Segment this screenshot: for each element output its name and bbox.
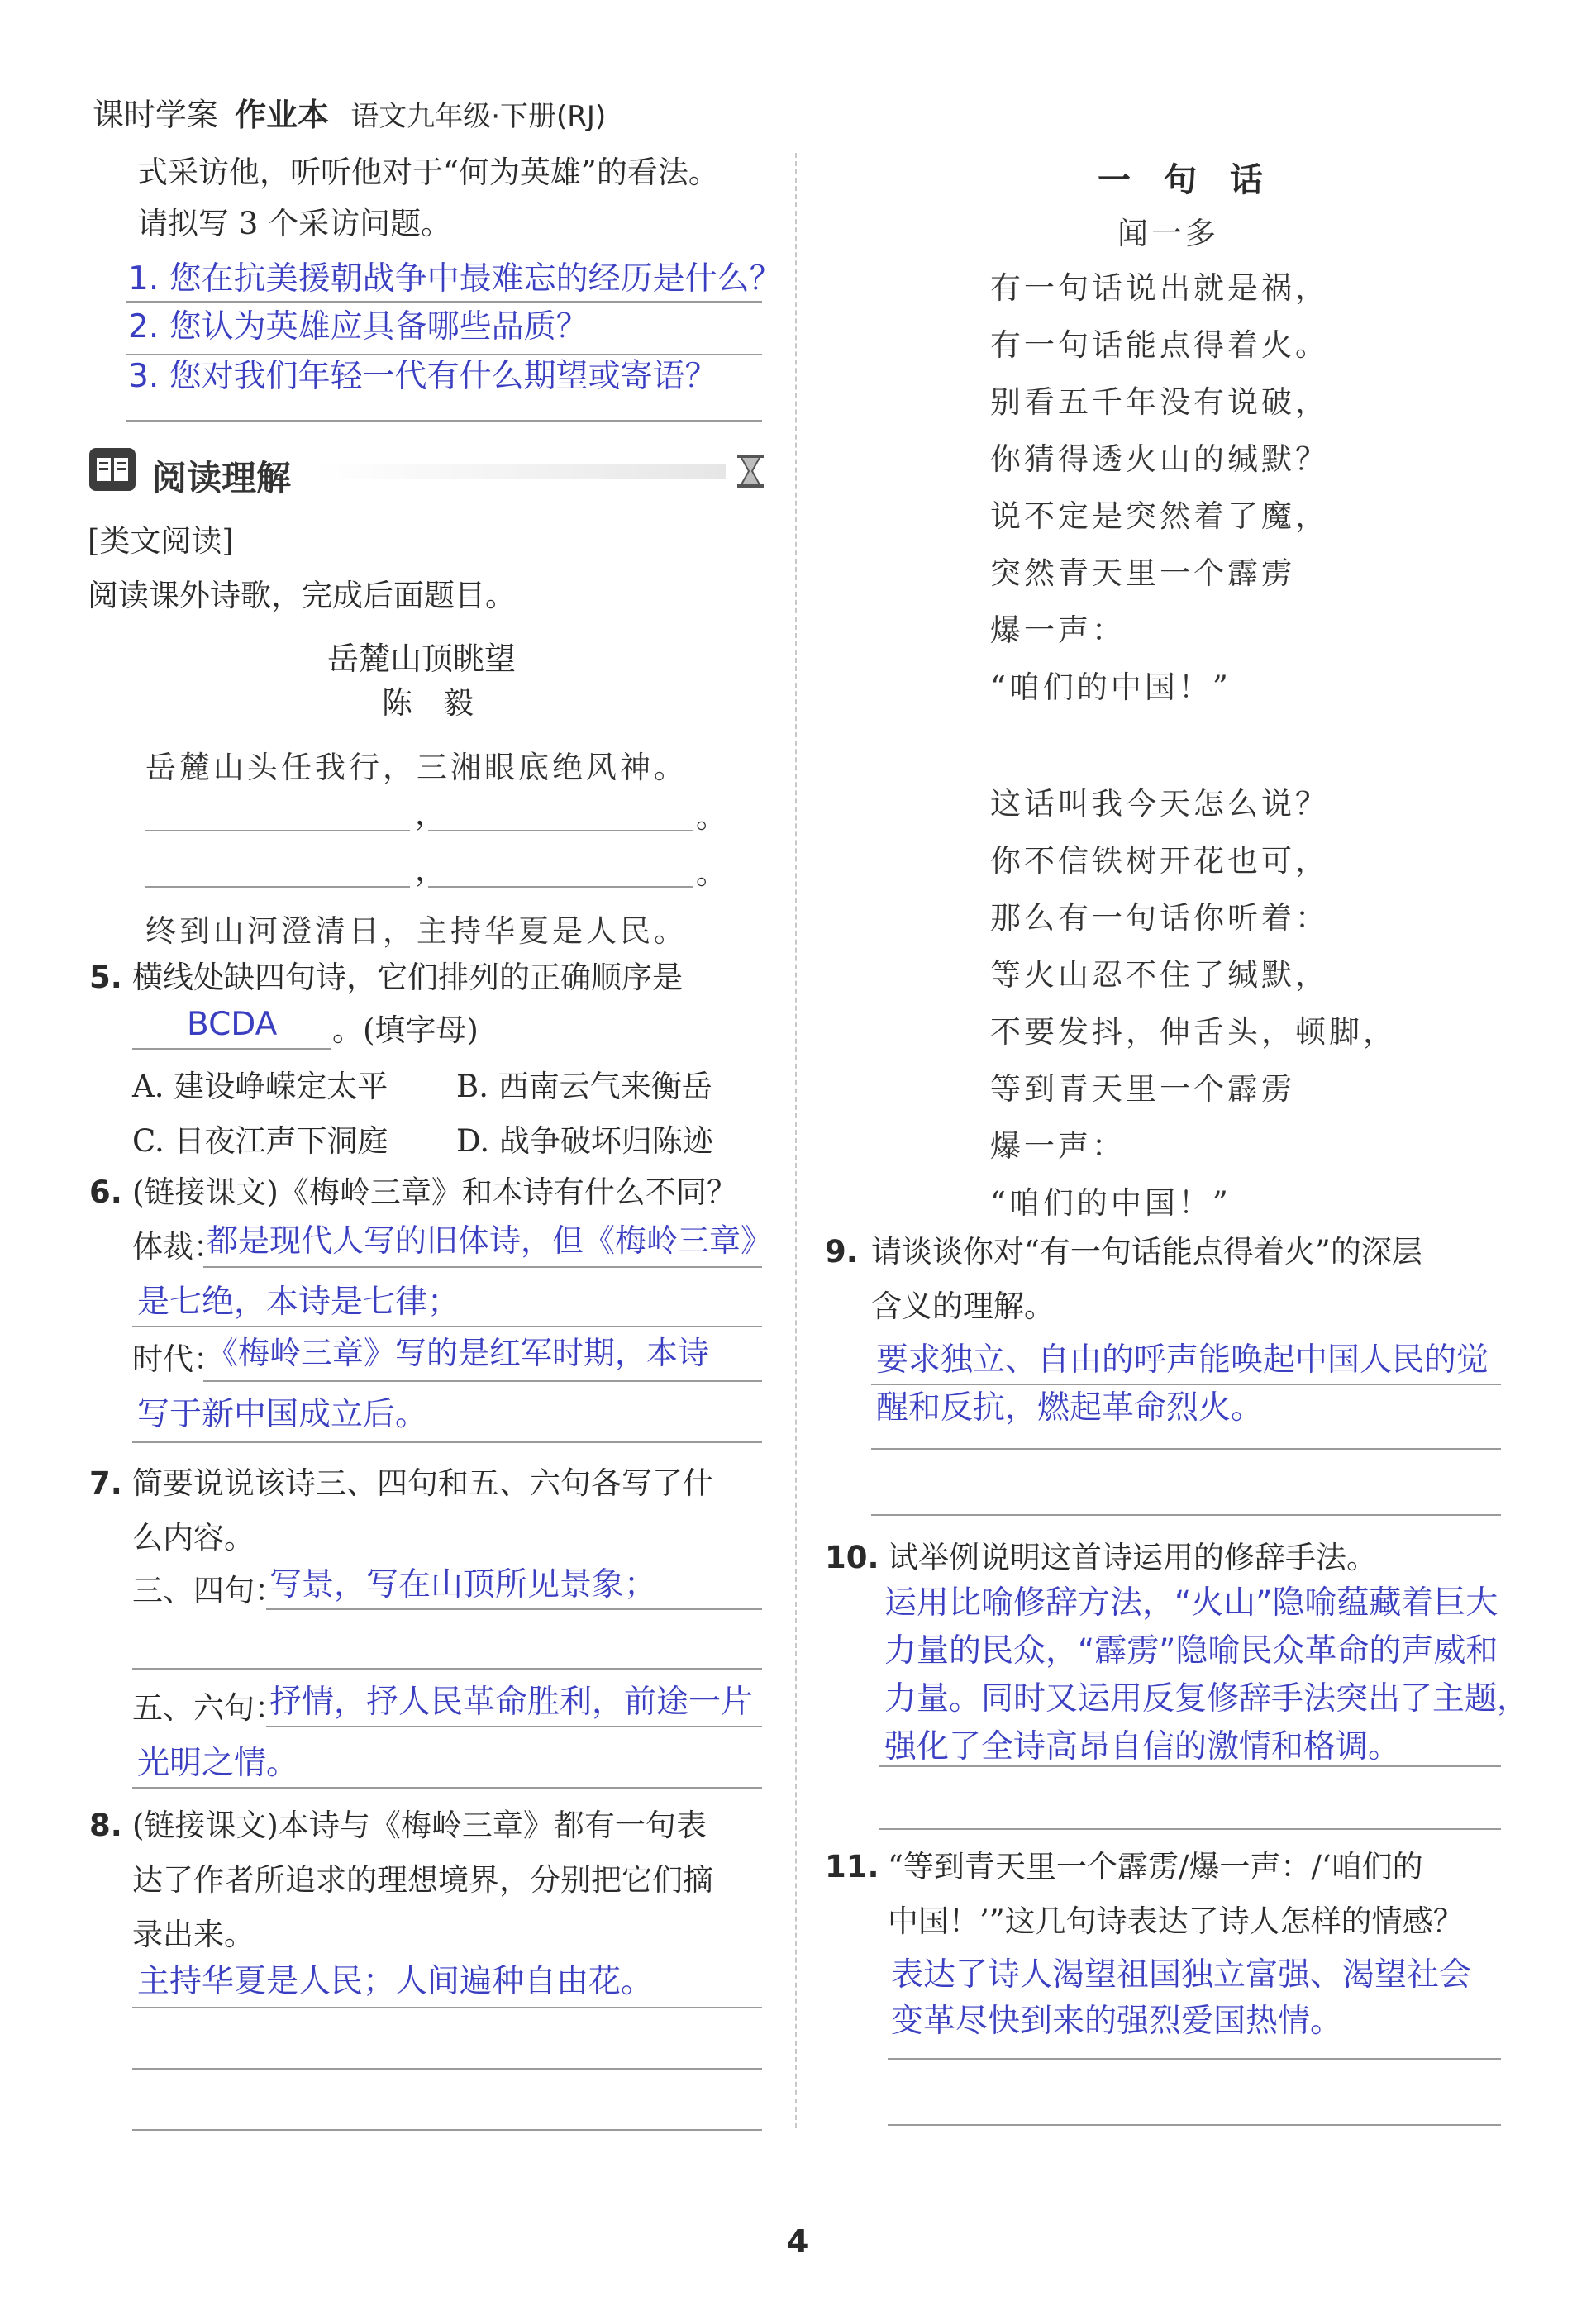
question-6-answer-2b: 写于新中国成立后。 bbox=[137, 1396, 428, 1433]
poem-line: 等火山忍不住了缄默， bbox=[990, 957, 1329, 993]
blank-comma: ， bbox=[415, 852, 445, 888]
poem-line: 爆一声： bbox=[990, 612, 1126, 648]
section-bar bbox=[312, 464, 726, 479]
section-heading bbox=[89, 445, 767, 498]
answer-line bbox=[266, 1608, 762, 1610]
question-10-answer-1: 运用比喻修辞方法，“火山”隐喻蕴藏着巨大 bbox=[884, 1584, 1498, 1622]
question-9-text: 请谈谈你对“有一句话能点得着火”的深层 bbox=[871, 1234, 1422, 1270]
poem-line: “咱们的中国！” bbox=[990, 1185, 1232, 1221]
poem-line: 你猜得透火山的缄默？ bbox=[990, 441, 1329, 477]
intro-line-1: 式采访他，听听他对于“何为英雄”的看法。 bbox=[137, 155, 719, 190]
question-11-text: “等到青天里一个霹雳/爆一声：/‘咱们的 bbox=[888, 1849, 1423, 1884]
poem-line: 那么有一句话你听着： bbox=[990, 900, 1329, 936]
answer-line bbox=[132, 2129, 762, 2131]
poem-line: 别看五千年没有说破， bbox=[990, 384, 1329, 420]
poem-line: 说不定是突然着了魔， bbox=[990, 498, 1329, 534]
answer-line bbox=[132, 1787, 762, 1789]
question-7-answer-1: 写景，写在山顶所见景象； bbox=[269, 1566, 657, 1603]
header-series: 课时学案 bbox=[93, 97, 219, 133]
question-5-text-2: 。(填字母) bbox=[332, 1012, 479, 1048]
question-11-answer-1: 表达了诗人渴望祖国独立富强、渴望社会 bbox=[891, 1956, 1472, 1994]
option-b: B. 西南云气来衡岳 bbox=[456, 1069, 712, 1104]
blank-period: 。 bbox=[696, 799, 727, 835]
question-6-text: (链接课文)《梅岭三章》和本诗有什么不同？ bbox=[132, 1174, 737, 1210]
poem-line: 突然青天里一个霹雳 bbox=[990, 555, 1295, 591]
intro-line-2: 请拟写 3 个采访问题。 bbox=[137, 206, 452, 241]
question-8-answer: 主持华夏是人民；人间遍种自由花。 bbox=[137, 1963, 654, 2000]
poem-blank bbox=[145, 886, 410, 888]
poem-line: 等到青天里一个霹雳 bbox=[990, 1071, 1295, 1107]
question-11-number: 11. bbox=[825, 1849, 879, 1884]
answer-line bbox=[203, 1266, 762, 1268]
option-c: C. 日夜江声下洞庭 bbox=[132, 1123, 388, 1159]
answer-line bbox=[203, 1380, 762, 1382]
question-7-number: 7. bbox=[89, 1465, 122, 1501]
question-7-answer-2a: 抒情，抒人民革命胜利，前途一片 bbox=[269, 1684, 754, 1721]
question-9-answer-2: 醒和反抗，燃起革命烈火。 bbox=[876, 1389, 1264, 1427]
poem-title-left: 岳麓山顶眺望 bbox=[327, 641, 517, 677]
answer-line bbox=[888, 2124, 1501, 2126]
poem-line: 有一句话说出就是祸， bbox=[990, 270, 1329, 306]
question-11-text-2: 中国！’”这几句诗表达了诗人怎样的情感？ bbox=[888, 1903, 1464, 1939]
book-icon bbox=[89, 448, 136, 491]
question-6-label-era: 时代： bbox=[132, 1341, 224, 1377]
question-10-number: 10. bbox=[825, 1540, 879, 1575]
question-10-answer-2: 力量的民众，“霹雳”隐喻民众革命的声威和 bbox=[884, 1632, 1498, 1670]
header-brand: 作业本 bbox=[235, 97, 330, 133]
poem-blank bbox=[428, 886, 693, 888]
answer-line bbox=[879, 1828, 1501, 1830]
question-6-answer-1a: 都是现代人写的旧体诗，但《梅岭三章》 bbox=[207, 1222, 773, 1259]
option-d: D. 战争破坏归陈迹 bbox=[456, 1123, 713, 1159]
hourglass-icon bbox=[734, 453, 767, 493]
question-8-text-3: 录出来。 bbox=[132, 1917, 255, 1952]
blank-period: 。 bbox=[696, 855, 727, 891]
answer-line bbox=[126, 354, 762, 355]
question-5-number: 5. bbox=[89, 960, 122, 995]
question-10-answer-3: 力量。同时又运用反复修辞手法突出了主题， bbox=[884, 1680, 1530, 1717]
answer-line bbox=[871, 1448, 1501, 1450]
page-number: 4 bbox=[787, 2223, 809, 2260]
header bbox=[93, 89, 606, 135]
answer-line bbox=[132, 1668, 762, 1670]
question-7-text: 简要说说该诗三、四句和五、六句各写了什 bbox=[132, 1465, 713, 1501]
poem-line: 这话叫我今天怎么说？ bbox=[990, 786, 1329, 822]
question-7-label-2: 五、六句： bbox=[132, 1690, 285, 1726]
question-9-answer-1: 要求独立、自由的呼声能唤起中国人民的觉 bbox=[876, 1341, 1489, 1379]
interview-answer-2: 2. 您认为英雄应具备哪些品质？ bbox=[128, 308, 588, 345]
blank-comma: ， bbox=[415, 796, 445, 831]
answer-line bbox=[126, 420, 762, 422]
question-11-answer-2: 变革尽快到来的强烈爱国热情。 bbox=[891, 2003, 1343, 2040]
answer-line bbox=[132, 2007, 762, 2008]
question-6-answer-2a: 《梅岭三章》写的是红军时期，本诗 bbox=[207, 1335, 710, 1371]
question-7-label-1: 三、四句： bbox=[132, 1573, 285, 1608]
interview-answer-3: 3. 您对我们年轻一代有什么期望或寄语？ bbox=[128, 358, 717, 395]
poem-line: “咱们的中国！” bbox=[990, 669, 1232, 705]
question-9-text-2: 含义的理解。 bbox=[871, 1289, 1055, 1324]
answer-line bbox=[871, 1384, 1501, 1385]
answer-line bbox=[132, 2068, 762, 2070]
question-9-number: 9. bbox=[825, 1234, 858, 1270]
answer-line bbox=[888, 2058, 1501, 2060]
header-subject: 语文九年级·下册(RJ) bbox=[350, 100, 607, 133]
answer-line bbox=[132, 1048, 331, 1050]
poem-stanza-1 bbox=[990, 263, 1329, 719]
question-6-answer-1b: 是七绝，本诗是七律； bbox=[137, 1284, 460, 1321]
poem-stanza-2 bbox=[990, 779, 1397, 1235]
poem-title-right: 一 句 话 bbox=[1098, 161, 1263, 199]
poem-line: 爆一声： bbox=[990, 1128, 1126, 1164]
question-8-number: 8. bbox=[89, 1808, 122, 1843]
poem-line: 有一句话能点得着火。 bbox=[990, 327, 1329, 363]
question-10-answer-4: 强化了全诗高昂自信的激情和格调。 bbox=[884, 1728, 1401, 1765]
poem-line-last: 终到山河澄清日，主持华夏是人民。 bbox=[145, 913, 688, 949]
column-divider bbox=[795, 153, 797, 2128]
poem-blank bbox=[145, 830, 410, 831]
option-a: A. 建设峥嵘定太平 bbox=[132, 1069, 388, 1104]
poem-line-1: 岳麓山头任我行，三湘眼底绝风神。 bbox=[145, 750, 688, 785]
question-5-answer: BCDA bbox=[187, 1006, 278, 1043]
question-8-text: (链接课文)本诗与《梅岭三章》都有一句表 bbox=[132, 1808, 707, 1843]
answer-line bbox=[132, 1441, 762, 1443]
question-10-text: 试举例说明这首诗运用的修辞手法。 bbox=[888, 1540, 1377, 1575]
question-8-text-2: 达了作者所追求的理想境界，分别把它们摘 bbox=[132, 1862, 713, 1898]
answer-line bbox=[879, 1765, 1501, 1767]
poem-author-right: 闻一多 bbox=[1117, 216, 1219, 251]
question-6-label-genre: 体裁： bbox=[132, 1229, 224, 1265]
question-5-text: 横线处缺四句诗，它们排列的正确顺序是 bbox=[132, 960, 683, 995]
poem-blank bbox=[428, 830, 693, 831]
instruction: 阅读课外诗歌，完成后面题目。 bbox=[88, 578, 516, 613]
answer-line bbox=[871, 1514, 1501, 1516]
poem-line: 不要发抖，伸舌头，顿脚， bbox=[990, 1014, 1397, 1050]
answer-line bbox=[132, 1326, 762, 1327]
section-title: 阅读理解 bbox=[152, 458, 292, 498]
question-7-text-2: 么内容。 bbox=[132, 1520, 255, 1555]
poem-author-left: 陈 毅 bbox=[382, 685, 474, 721]
question-6-number: 6. bbox=[89, 1174, 122, 1210]
answer-line bbox=[126, 301, 762, 303]
question-7-answer-2b: 光明之情。 bbox=[137, 1745, 299, 1782]
answer-line bbox=[266, 1726, 762, 1727]
subsection-label: [类文阅读] bbox=[88, 523, 234, 559]
poem-line: 你不信铁树开花也可， bbox=[990, 843, 1329, 879]
interview-answer-1: 1. 您在抗美援朝战争中最难忘的经历是什么？ bbox=[128, 260, 782, 298]
